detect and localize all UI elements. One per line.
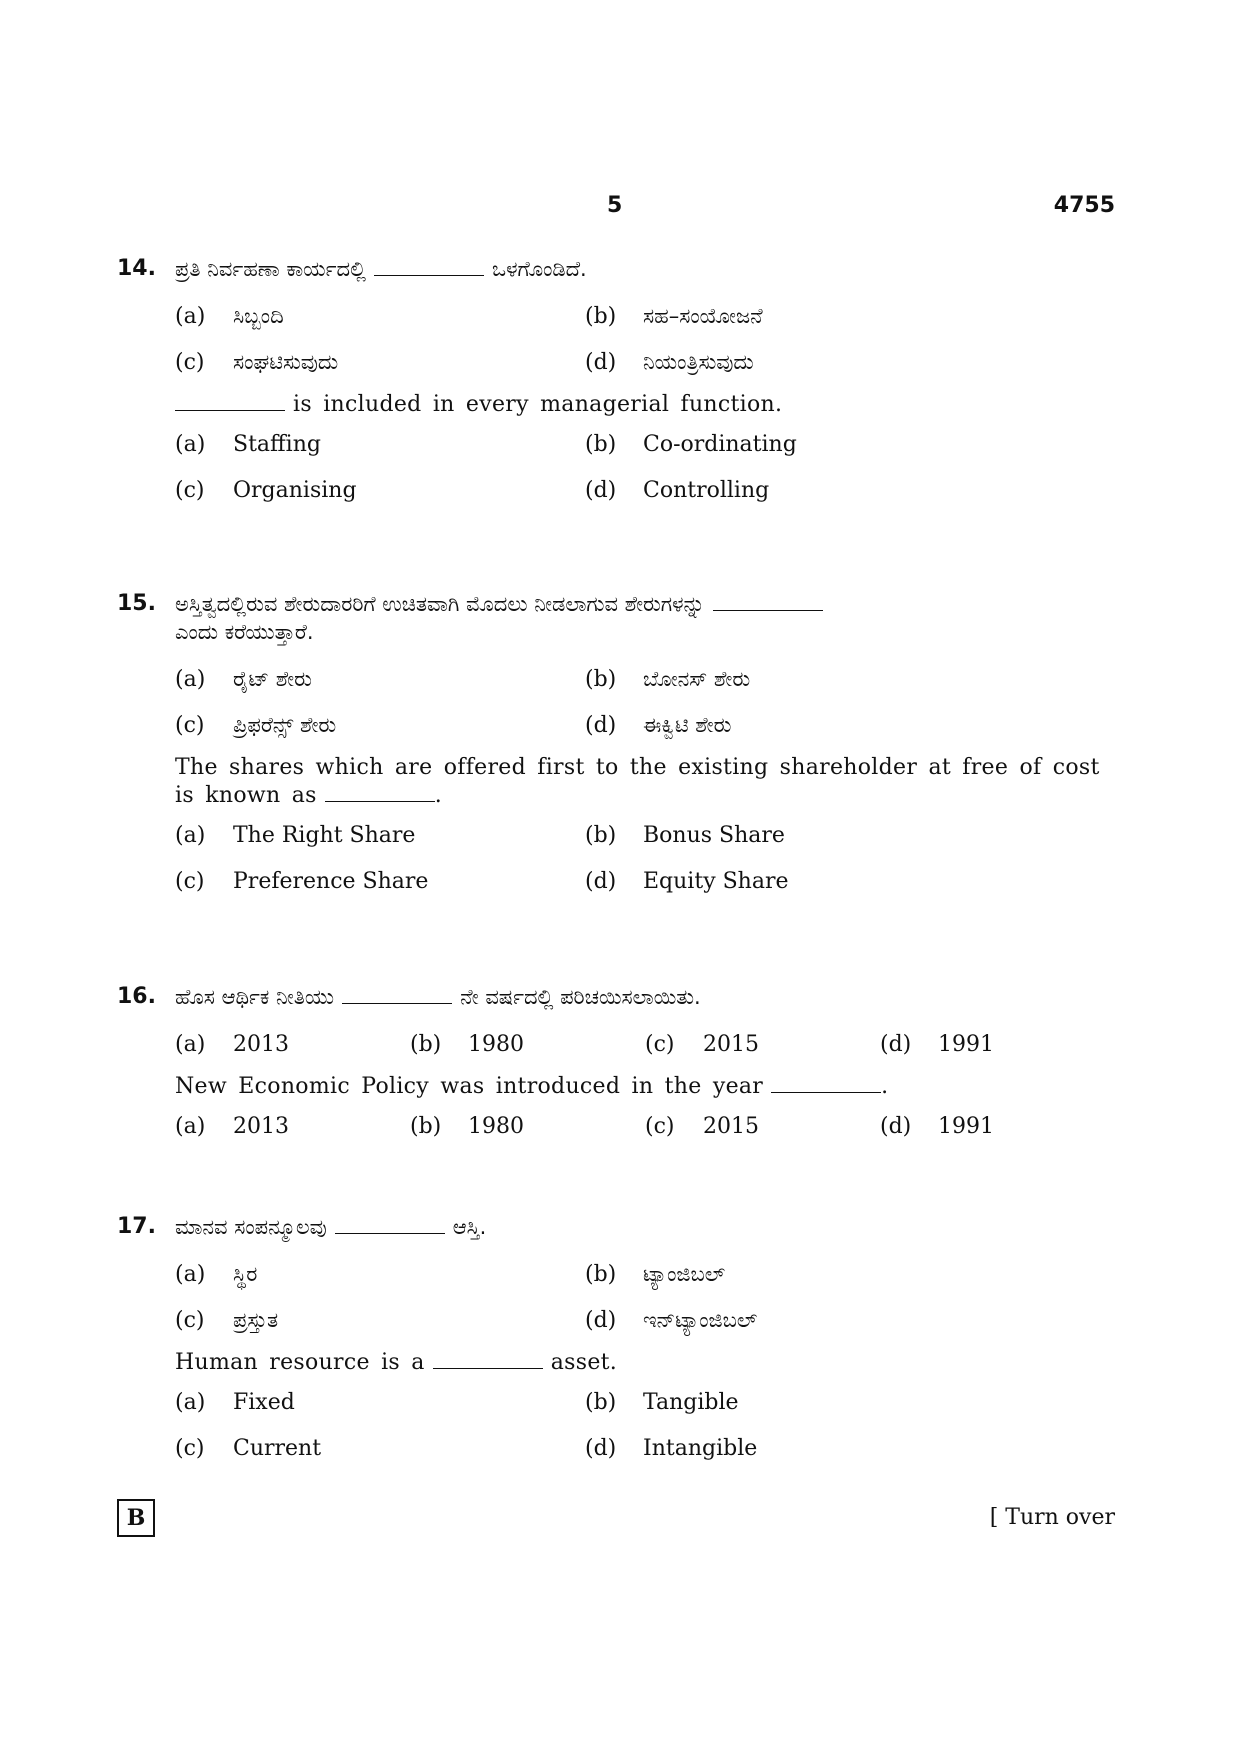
option-c xyxy=(175,702,585,748)
option-label: (d) xyxy=(585,868,617,894)
option-c xyxy=(175,1297,585,1343)
option-a xyxy=(175,293,585,339)
options-kannada xyxy=(117,1251,1117,1343)
stem-text: ಒಳಗೊಂಡಿದೆ. xyxy=(492,257,587,281)
option-label: (c) xyxy=(175,349,205,375)
option-label: (c) xyxy=(175,1307,205,1333)
option-b xyxy=(585,1379,985,1425)
option-label: (b) xyxy=(410,1113,442,1139)
option-d xyxy=(880,1021,1115,1067)
option-a xyxy=(175,812,585,858)
option-text: ಈಕ್ವಿಟಿ ಶೇರು xyxy=(643,712,732,737)
answer-blank xyxy=(342,987,452,1004)
stem-text: Human resource is a xyxy=(175,1350,425,1375)
option-label: (a) xyxy=(175,1113,206,1139)
options-english xyxy=(117,1379,1117,1471)
option-label: (a) xyxy=(175,431,206,457)
option-label: (c) xyxy=(645,1031,675,1057)
option-label: (c) xyxy=(175,1435,205,1461)
option-text: Preference Share xyxy=(233,868,429,894)
option-text: 2015 xyxy=(703,1031,759,1057)
option-label: (d) xyxy=(585,1435,617,1461)
stem-text: ಅಸ್ತಿತ್ವದಲ್ಲಿರುವ ಶೇರುದಾರರಿಗೆ ಉಚಿತವಾಗಿ ಮೊದಲು ನೀಡಲಾಗುವ ಶೇರುಗಳನ್ನು xyxy=(175,592,705,616)
option-text: ಸಿಬ್ಬಂದಿ xyxy=(233,303,284,328)
answer-blank xyxy=(433,1352,543,1369)
option-label: (d) xyxy=(585,1307,617,1333)
question-stem-english xyxy=(117,754,1117,810)
options-kannada xyxy=(117,293,1117,385)
option-text: ಟ್ಯಾಂಜಿಬಲ್ xyxy=(643,1261,726,1286)
option-text: ಇನ್‌ಟ್ಯಾಂಜಿಬಲ್ xyxy=(643,1307,758,1332)
option-text: Fixed xyxy=(233,1389,295,1415)
question-number: 17. xyxy=(117,1214,156,1239)
option-label: (b) xyxy=(585,431,617,457)
option-text: Staffing xyxy=(233,431,321,457)
option-a xyxy=(175,1251,585,1297)
question-number: 16. xyxy=(117,984,156,1009)
option-c xyxy=(645,1103,880,1149)
options-english xyxy=(117,421,1117,513)
option-text: The Right Share xyxy=(233,822,416,848)
option-label: (d) xyxy=(880,1031,912,1057)
answer-blank xyxy=(325,785,435,802)
question-stem-kannada xyxy=(117,983,1117,1011)
option-text: ರೈಟ್ ಶೇರು xyxy=(233,666,312,691)
option-b xyxy=(410,1021,645,1067)
option-d xyxy=(585,1297,985,1343)
option-text: Intangible xyxy=(643,1435,758,1461)
option-label: (a) xyxy=(175,303,206,329)
option-b xyxy=(585,812,985,858)
question-stem-kannada xyxy=(117,590,1117,646)
option-label: (d) xyxy=(585,349,617,375)
answer-blank xyxy=(335,1217,445,1234)
stem-text: . xyxy=(434,783,443,808)
option-text: 1980 xyxy=(468,1031,524,1057)
option-text: 2013 xyxy=(233,1031,289,1057)
option-label: (d) xyxy=(880,1113,912,1139)
option-a xyxy=(175,1103,410,1149)
option-text: 1980 xyxy=(468,1113,524,1139)
question-set-label: B xyxy=(117,1499,155,1537)
question-stem-kannada xyxy=(117,1213,1117,1241)
stem-text: . xyxy=(881,1074,889,1099)
option-label: (b) xyxy=(585,666,617,692)
option-c xyxy=(645,1021,880,1067)
option-text: Co-ordinating xyxy=(643,431,797,457)
option-text: ಬೋನಸ್ ಶೇರು xyxy=(643,666,751,691)
options-english xyxy=(117,1103,1117,1149)
option-text: Current xyxy=(233,1435,322,1461)
option-a xyxy=(175,1021,410,1067)
option-a xyxy=(175,656,585,702)
question-17 xyxy=(117,1213,1117,1471)
option-label: (a) xyxy=(175,666,206,692)
paper-code: 4755 xyxy=(1053,193,1115,218)
question-number: 15. xyxy=(117,591,156,616)
option-text: Tangible xyxy=(643,1389,739,1415)
stem-text: ಮಾನವ ಸಂಪನ್ಮೂಲವು xyxy=(175,1215,327,1239)
option-label: (d) xyxy=(585,712,617,738)
option-text: 1991 xyxy=(938,1113,994,1139)
option-text: Organising xyxy=(233,477,357,503)
page-number: 5 xyxy=(607,193,623,218)
option-c xyxy=(175,858,585,904)
option-b xyxy=(585,293,985,339)
option-text: ಪ್ರಿಫರೆನ್ಸ್ ಶೇರು xyxy=(233,712,337,737)
option-text: Bonus Share xyxy=(643,822,785,848)
question-stem-english xyxy=(117,1349,1117,1377)
option-text: ನಿಯಂತ್ರಿಸುವುದು xyxy=(643,349,754,374)
options-kannada xyxy=(117,1021,1117,1067)
stem-text: ಪ್ರತಿ ನಿರ್ವಹಣಾ ಕಾರ್ಯದಲ್ಲಿ xyxy=(175,257,366,281)
question-stem-english xyxy=(117,391,1117,419)
options-kannada xyxy=(117,656,1117,748)
answer-blank xyxy=(175,394,285,411)
option-b xyxy=(585,421,985,467)
option-label: (a) xyxy=(175,822,206,848)
option-a xyxy=(175,1379,585,1425)
option-text: 2015 xyxy=(703,1113,759,1139)
option-c xyxy=(175,1425,585,1471)
option-d xyxy=(585,702,985,748)
option-label: (b) xyxy=(410,1031,442,1057)
option-label: (c) xyxy=(175,712,205,738)
option-label: (c) xyxy=(645,1113,675,1139)
option-label: (c) xyxy=(175,868,205,894)
question-15 xyxy=(117,590,1117,904)
stem-text: New Economic Policy was introduced in the year xyxy=(175,1074,764,1099)
question-stem-kannada xyxy=(117,255,1117,283)
option-a xyxy=(175,421,585,467)
turn-over-note: [ Turn over xyxy=(989,1505,1115,1530)
option-label: (b) xyxy=(585,1389,617,1415)
option-d xyxy=(585,1425,985,1471)
stem-text: asset. xyxy=(550,1350,618,1375)
option-d xyxy=(880,1103,1115,1149)
stem-text: The shares which are offered first to the existing shareholder at free of cost xyxy=(175,755,1100,780)
option-label: (b) xyxy=(585,1261,617,1287)
option-b xyxy=(410,1103,645,1149)
option-b xyxy=(585,656,985,702)
option-text: 2013 xyxy=(233,1113,289,1139)
stem-text: ಹೊಸ ಆರ್ಥಿಕ ನೀತಿಯು xyxy=(175,985,335,1009)
stem-text: is included in every managerial function. xyxy=(293,392,783,417)
answer-blank xyxy=(771,1076,881,1093)
option-c xyxy=(175,339,585,385)
question-16 xyxy=(117,983,1117,1149)
option-text: ಸಂಘಟಿಸುವುದು xyxy=(233,349,339,374)
option-b xyxy=(585,1251,985,1297)
option-d xyxy=(585,858,985,904)
option-text: Equity Share xyxy=(643,868,789,894)
answer-blank xyxy=(374,259,484,276)
option-label: (a) xyxy=(175,1261,206,1287)
question-stem-english xyxy=(117,1073,1117,1101)
option-text: ಸ್ಥಿರ xyxy=(233,1261,258,1286)
stem-text: is known as xyxy=(175,783,317,808)
question-number: 14. xyxy=(117,256,156,281)
option-text: Controlling xyxy=(643,477,770,503)
option-label: (b) xyxy=(585,822,617,848)
option-text: 1991 xyxy=(938,1031,994,1057)
option-label: (a) xyxy=(175,1031,206,1057)
option-label: (a) xyxy=(175,1389,206,1415)
option-label: (b) xyxy=(585,303,617,329)
stem-text: ಎಂದು ಕರೆಯುತ್ತಾರೆ. xyxy=(175,620,314,644)
option-text: ಸಹ–ಸಂಯೋಜನೆ xyxy=(643,303,763,328)
option-c xyxy=(175,467,585,513)
question-14 xyxy=(117,255,1117,513)
stem-text: ನೇ ವರ್ಷದಲ್ಲಿ ಪರಿಚಯಿಸಲಾಯಿತು. xyxy=(460,985,701,1009)
options-english xyxy=(117,812,1117,904)
option-d xyxy=(585,467,985,513)
option-label: (d) xyxy=(585,477,617,503)
stem-text: ಆಸ್ತಿ. xyxy=(452,1215,487,1239)
option-label: (c) xyxy=(175,477,205,503)
option-text: ಪ್ರಸ್ತುತ xyxy=(233,1307,279,1332)
answer-blank xyxy=(713,594,823,611)
option-d xyxy=(585,339,985,385)
